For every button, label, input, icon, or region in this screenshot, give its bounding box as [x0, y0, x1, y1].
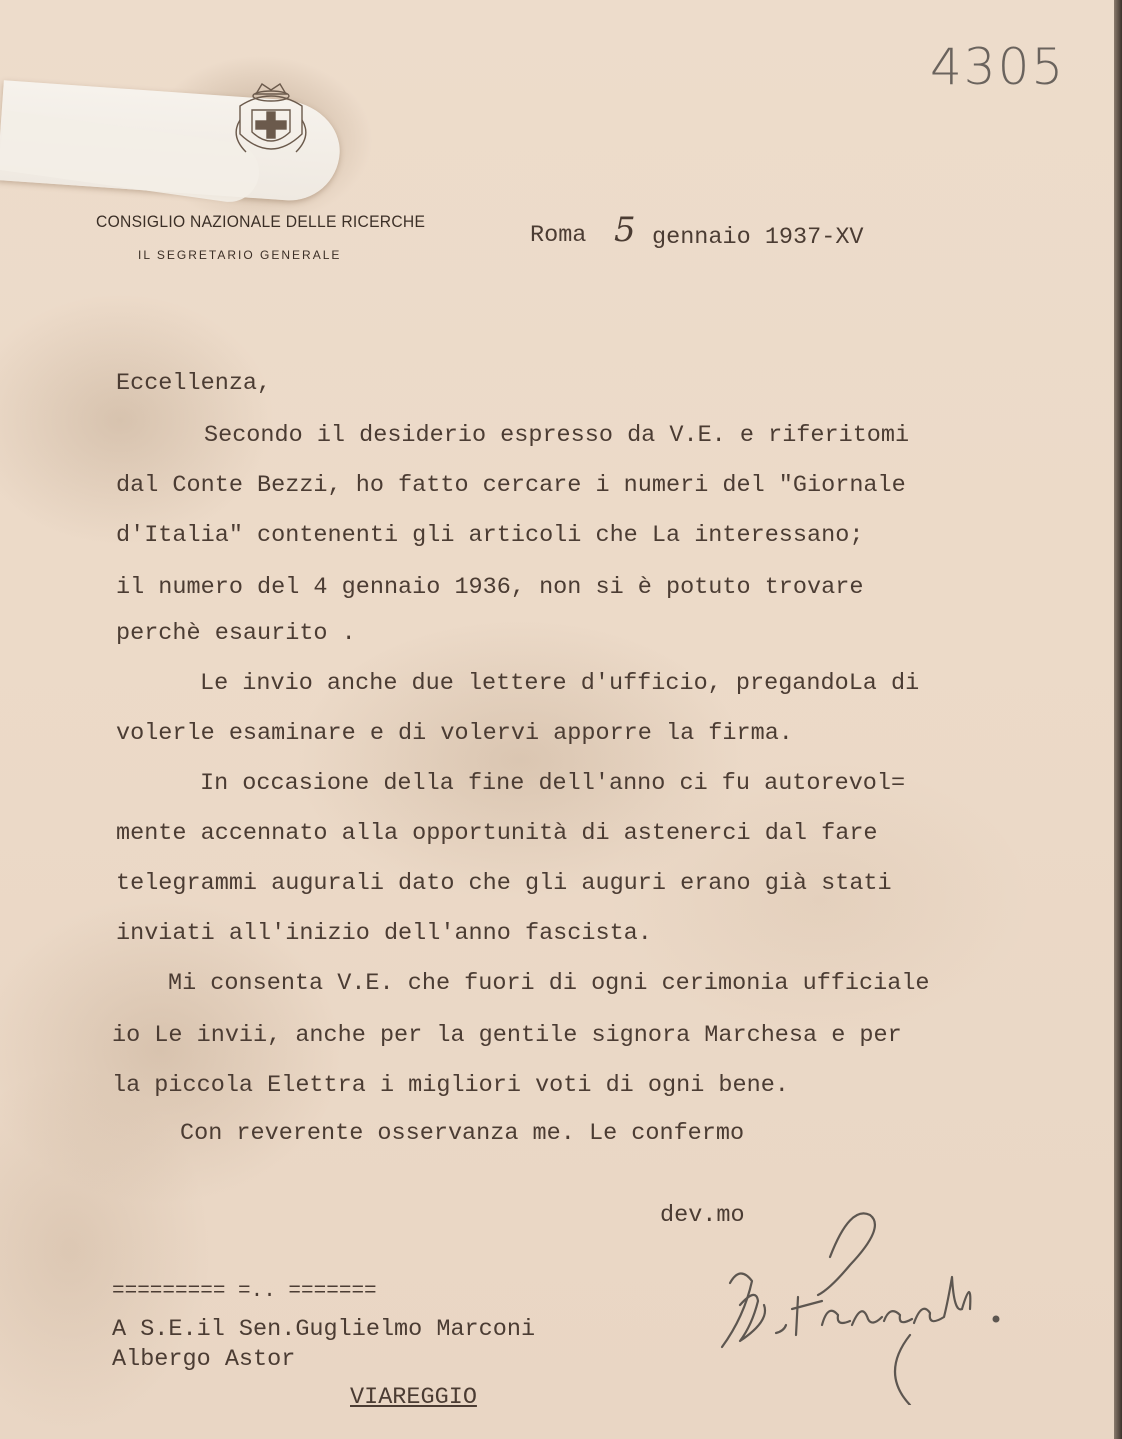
salutation: Eccellenza, [116, 370, 272, 397]
page-edge [1114, 0, 1122, 1439]
body-line: Secondo il desiderio espresso da V.E. e riferitomi [204, 422, 910, 449]
body-line: Mi consenta V.E. che fuori di ogni cerimonia ufficiale [168, 970, 930, 997]
body-line: mente accennato alla opportunità di astenerci dal fare [116, 820, 878, 847]
body-line: volerle esaminare e di volervi apporre la firma. [116, 720, 793, 747]
body-line: telegrammi augurali dato che gli auguri erano già stati [116, 870, 892, 897]
letterhead-subtitle: IL SEGRETARIO GENERALE [138, 248, 342, 262]
body-line: d'Italia" contenenti gli articoli che La interessano; [116, 522, 864, 549]
body-line: In occasione della fine dell'anno ci fu autorevol= [200, 770, 906, 797]
body-line: Con reverente osservanza me. Le confermo [180, 1120, 745, 1147]
archive-number: 4305 [930, 38, 1066, 96]
body-line: inviati all'inizio dell'anno fascista. [116, 920, 652, 947]
body-line: io Le invii, anche per la gentile signora Marchesa e per [112, 1022, 902, 1049]
recipient-hotel: Albergo Astor [112, 1346, 296, 1373]
handwritten-signature [700, 1205, 1020, 1405]
closing: dev.mo [660, 1202, 745, 1229]
body-line: il numero del 4 gennaio 1936, non si è potuto trovare [116, 574, 864, 601]
date-day: 5 [614, 210, 636, 250]
separator: ========= =.. ======= [112, 1280, 377, 1303]
recipient-city: VIAREGGIO [350, 1384, 477, 1411]
date-rest: gennaio 1937-XV [652, 224, 864, 251]
body-line: la piccola Elettra i migliori voti di ogni bene. [112, 1072, 789, 1099]
recipient-name: A S.E.il Sen.Guglielmo Marconi [112, 1316, 536, 1343]
body-line: Le invio anche due lettere d'ufficio, pregandoLa di [200, 670, 920, 697]
body-line: dal Conte Bezzi, ho fatto cercare i numeri del "Giornale [116, 472, 906, 499]
coat-of-arms-icon [226, 76, 316, 168]
body-line: perchè esaurito . [116, 620, 356, 647]
letterhead-organization: CONSIGLIO NAZIONALE DELLE RICERCHE [96, 212, 426, 231]
date-place: Roma [530, 222, 587, 249]
